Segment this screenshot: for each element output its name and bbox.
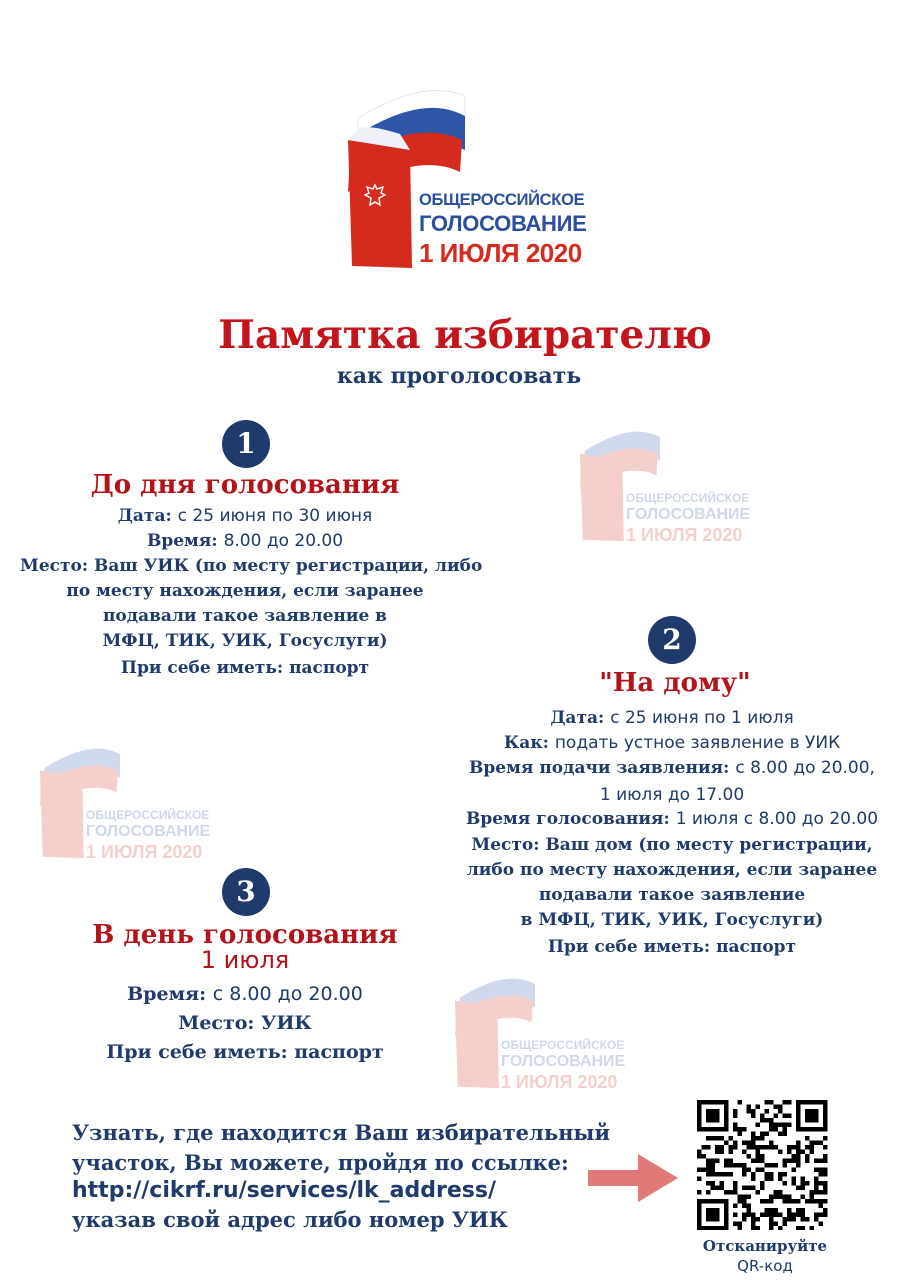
step-2-place-line-4: в МФЦ, ТИК, УИК, Госуслуги) [520,910,824,930]
step-2-vote-value: 1 июля с 8.00 до 20.00 [675,809,879,829]
main-logo [340,88,590,278]
page-title: Памятка избирателю [218,312,712,358]
step-1-badge: 1 [222,420,270,468]
step-2-carry: При себе иметь: паспорт [547,937,797,957]
step-2-date-value: с 25 июня по 1 июля [610,708,794,728]
footer-link[interactable]: http://cikrf.ru/services/lk_address/ [72,1178,496,1203]
step-1-heading: До дня голосования [90,470,400,500]
watermark-logo-1-line1: ОБЩЕРОССИЙСКОЕ [626,491,750,505]
step-2-place-line-3: подавали такое заявление [538,885,806,905]
step-3-heading: В день голосования [92,920,398,950]
step-1-date [20,504,470,529]
watermark-logo-3-line1: ОБЩЕРОССИЙСКОЕ [501,1038,625,1052]
arrow-right-icon [588,1148,680,1208]
step-1-date-label: Дата: [117,506,172,526]
step-2-badge: 2 [648,616,696,664]
watermark-logo-3 [445,965,625,1095]
step-1-place-line-1: Место: Ваш УИК (по месту регистрации, либо [20,556,483,576]
watermark-logo-3-line3: 1 ИЮЛЯ 2020 [501,1072,618,1092]
step-2-heading: "На дому" [599,668,751,698]
step-2-date [452,706,892,731]
page-subtitle: как проголосовать [336,363,582,389]
step-3-heading-date: 1 июля [200,946,290,974]
watermark-logo-2-line3: 1 ИЮЛЯ 2020 [86,842,203,862]
step-2-how-label: Как: [503,733,549,753]
step-1-place-line-3: подавали такое заявление в [102,606,387,626]
step-1-place-line-4: МФЦ, ТИК, УИК, Госуслуги) [102,631,388,651]
footer-line-1: Узнать, где находится Ваш избирательный [72,1120,611,1145]
logo-line2: ГОЛОСОВАНИЕ [419,211,587,236]
step-1-time [20,529,470,554]
emblem-icon [363,183,387,211]
step-1-date-value: с 25 июня по 30 июня [177,506,373,526]
step-2-place-line-1: Место: Ваш дом (по месту регистрации, [471,835,873,855]
step-2-vote-label: Время голосования: [465,809,670,829]
watermark-logo-1 [570,418,750,548]
step-3-badge: 3 [222,868,270,916]
step-2-apply-label: Время подачи заявления: [469,758,730,778]
footer-line-2: участок, Вы можете, пройдя по ссылке: [72,1150,569,1175]
step-2-apply-value-2: 1 июля до 17.00 [599,785,745,805]
step-3-time-label: Время: [127,983,207,1005]
logo-line3: 1 ИЮЛЯ 2020 [419,238,582,268]
step-2-apply-value: с 8.00 до 20.00, [735,758,875,778]
step-2-place-line-2: либо по месту нахождения, если заранее [466,860,878,880]
watermark-logo-2 [30,735,210,865]
step-1-time-value: 8.00 до 20.00 [223,531,344,551]
step-1-time-label: Время: [146,531,218,551]
step-2-how-value: подать устное заявление в УИК [554,733,841,753]
step-3-time [20,980,470,1008]
logo-line1: ОБЩЕРОССИЙСКОЕ [419,191,585,209]
watermark-logo-3-line2: ГОЛОСОВАНИЕ [501,1053,626,1070]
step-3-place: Место: УИК [178,1012,312,1034]
watermark-logo-1-line2: ГОЛОСОВАНИЕ [626,506,751,523]
step-3-time-value: с 8.00 до 20.00 [212,983,363,1005]
step-2-how [452,731,892,756]
step-3-carry: При себе иметь: паспорт [106,1041,384,1063]
qr-caption-2: QR-код [737,1257,793,1275]
qr-code[interactable] [697,1100,833,1230]
step-1-place-line-2: по месту нахождения, если заранее [66,581,424,601]
watermark-logo-2-line1: ОБЩЕРОССИЙСКОЕ [86,808,210,822]
step-1-carry: При себе иметь: паспорт [120,658,370,678]
step-2-apply [452,756,892,781]
step-2-date-label: Дата: [550,708,605,728]
footer-line-4: указав свой адрес либо номер УИК [72,1207,508,1232]
watermark-logo-1-line3: 1 ИЮЛЯ 2020 [626,525,743,545]
step-2-vote [452,807,892,832]
qr-caption-1: Отсканируйте [702,1237,828,1255]
watermark-logo-2-line2: ГОЛОСОВАНИЕ [86,823,211,840]
